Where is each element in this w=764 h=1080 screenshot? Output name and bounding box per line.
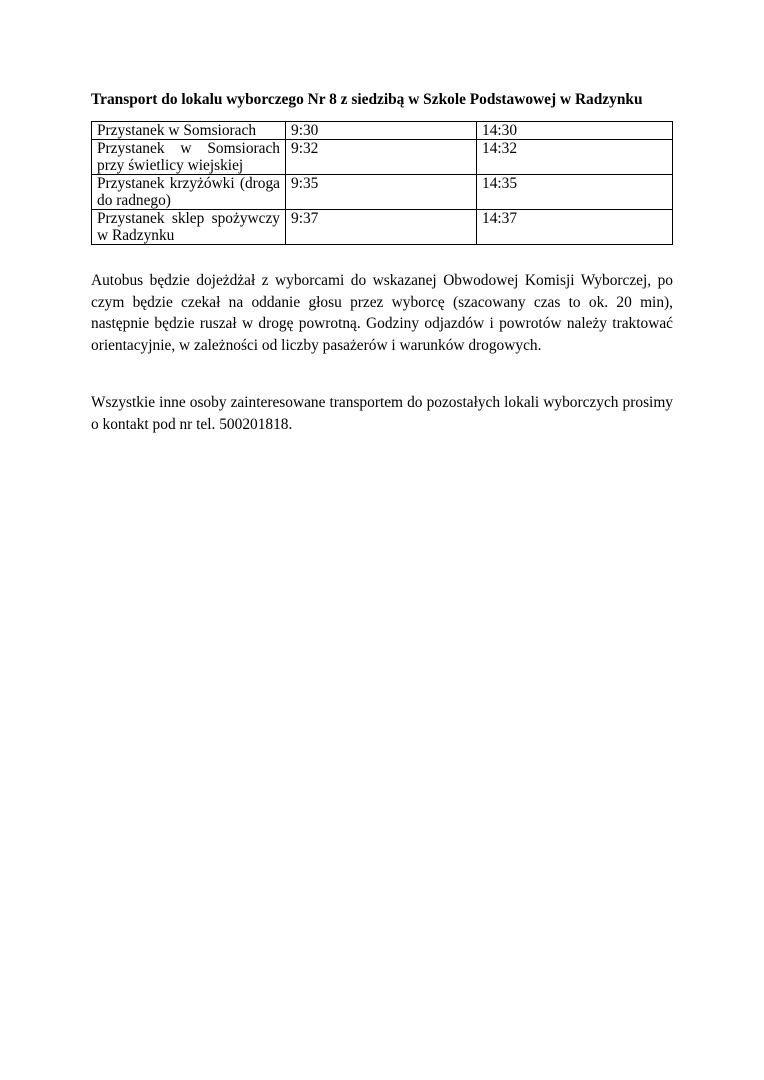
- table-row: [92, 140, 673, 175]
- morning-time: 9:30: [286, 122, 477, 140]
- morning-time: 9:35: [286, 175, 477, 210]
- bus-info-paragraph: Autobus będzie dojeżdżał z wyborcami do wskazanej Obwodowej Komisji Wyborczej, po czym będzie czekał na oddanie głosu przez wyborcę (szacowany czas to ok. 20 min), następnie będzie ruszał w drogę powrotną. Godziny odjazdów i powrotów należy traktować orientacyjnie, w zależności od liczby pasażerów i warunków drogowych.: [91, 272, 673, 354]
- schedule-table: [91, 121, 673, 245]
- stop-name: Przystanek w Somsiorach: [92, 122, 286, 140]
- table-row: [92, 122, 673, 140]
- contact-paragraph: Wszystkie inne osoby zainteresowane transportem do pozostałych lokali wyborczych prosimy o kontakt pod nr tel. 500201818.: [91, 394, 673, 433]
- table-row: [92, 175, 673, 210]
- stop-name: Przystanek krzyżówki (droga do radnego): [92, 175, 286, 210]
- morning-time: 9:32: [286, 140, 477, 175]
- afternoon-time: 14:32: [477, 140, 673, 175]
- morning-time: 9:37: [286, 210, 477, 245]
- afternoon-time: 14:37: [477, 210, 673, 245]
- stop-name: Przystanek w Somsiorach przy świetlicy wiejskiej: [92, 140, 286, 175]
- stop-name: Przystanek sklep spożywczy w Radzynku: [92, 210, 286, 245]
- afternoon-time: 14:30: [477, 122, 673, 140]
- document-title: Transport do lokalu wyborczego Nr 8 z siedzibą w Szkole Podstawowej w Radzynku: [91, 91, 643, 108]
- afternoon-time: 14:35: [477, 175, 673, 210]
- table-row: [92, 210, 673, 245]
